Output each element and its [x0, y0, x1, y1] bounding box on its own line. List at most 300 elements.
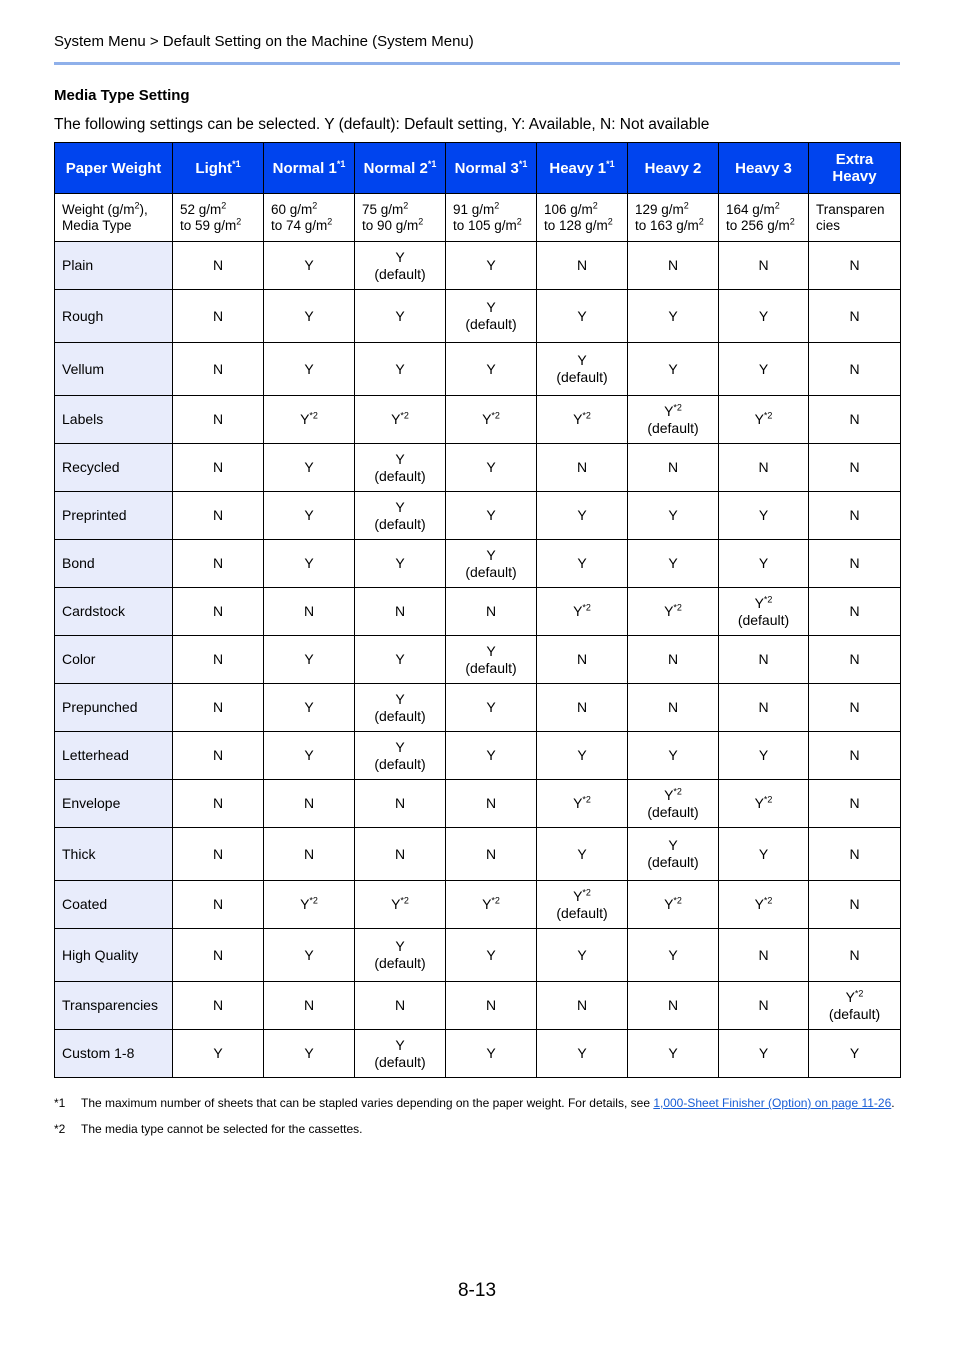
table-cell — [719, 396, 809, 444]
table-cell — [719, 732, 809, 780]
table-row — [55, 444, 901, 492]
table-row — [55, 780, 901, 828]
cell-value: N — [849, 459, 860, 475]
cell-value: N — [303, 795, 315, 811]
table-cell — [537, 684, 628, 732]
weight-line: 129 $g/m^2$ — [635, 200, 689, 217]
cell-value: $Y^{*2}$ — [664, 401, 682, 419]
cell-value: N — [394, 845, 406, 862]
cell-value: Y — [577, 946, 587, 963]
cell-value: Y — [758, 1045, 769, 1061]
superscript: *1 — [518, 158, 528, 169]
table-header-row — [55, 143, 901, 194]
table-cell — [628, 242, 719, 290]
table-row — [55, 636, 901, 684]
table-cell — [809, 242, 901, 290]
media-type-name: High Quality — [55, 929, 173, 982]
cell-value: Y — [486, 507, 496, 523]
default-label: (default) — [465, 316, 517, 332]
superscript: 2 — [134, 200, 140, 210]
table-row — [55, 540, 901, 588]
table-cell — [537, 290, 628, 343]
media-type-name: Thick — [55, 828, 173, 881]
cell-value: $Y^{*2}$ — [300, 895, 318, 912]
table-cell — [264, 636, 355, 684]
cell-value: Y — [668, 1045, 678, 1061]
cell-value: N — [212, 411, 224, 427]
cell-value: Y — [395, 1036, 405, 1053]
superscript: 2 — [236, 216, 242, 226]
table-cell — [719, 588, 809, 636]
weight-line: to 90 $g/m^2$ — [362, 216, 424, 233]
cell-value: Y — [577, 845, 587, 862]
media-type-name: Letterhead — [55, 732, 173, 780]
cell-value: Y — [668, 946, 678, 963]
table-cell — [264, 1030, 355, 1078]
table-cell — [628, 396, 719, 444]
default-label: (default) — [647, 803, 699, 820]
superscript: *2 — [673, 602, 682, 613]
cell-value: $Y^{*2}$ — [573, 602, 591, 619]
cell-value: Y — [395, 450, 405, 467]
table-cell — [264, 982, 355, 1030]
table-cell — [264, 684, 355, 732]
weight-line: Transparen — [816, 201, 885, 217]
table-cell — [719, 1030, 809, 1078]
media-type-name: Vellum — [55, 343, 173, 396]
table-cell — [264, 444, 355, 492]
table-cell — [446, 732, 537, 780]
table-cell — [446, 588, 537, 636]
column-header-3: Normal 2$^{*1}$ — [355, 143, 446, 194]
table-cell — [537, 929, 628, 982]
cell-value: N — [758, 459, 769, 475]
cell-value: Y — [304, 555, 314, 571]
cell-value: Y — [668, 837, 678, 853]
table-cell — [355, 684, 446, 732]
cell-value: N — [849, 307, 860, 324]
breadcrumb: System Menu > Default Setting on the Machine (System Menu) — [54, 33, 474, 50]
cell-value: Y — [577, 507, 587, 523]
cell-value: Y — [486, 459, 496, 475]
cell-value: N — [303, 603, 315, 619]
cell-value: Y — [758, 307, 769, 324]
table-cell — [809, 982, 901, 1030]
column-header-5: Heavy 1$^{*1}$ — [537, 143, 628, 194]
default-label: (default) — [374, 265, 426, 282]
cell-value: Y — [486, 360, 496, 377]
table-cell — [264, 242, 355, 290]
table-cell — [719, 343, 809, 396]
cell-value: N — [758, 997, 769, 1013]
cell-value: $Y^{*2}$ — [391, 410, 409, 427]
table-cell — [628, 492, 719, 540]
table-cell — [628, 828, 719, 881]
table-cell — [264, 929, 355, 982]
table-cell — [537, 343, 628, 396]
table-cell — [719, 828, 809, 881]
cell-value: N — [849, 699, 860, 715]
table-cell — [173, 982, 264, 1030]
cell-value: Y — [395, 307, 405, 324]
table-cell — [537, 492, 628, 540]
table-cell — [355, 290, 446, 343]
weight-line: 60 $g/m^2$ — [271, 200, 318, 217]
table-row — [55, 881, 901, 929]
table-cell — [264, 492, 355, 540]
superscript: *2 — [763, 794, 773, 805]
table-cell — [537, 588, 628, 636]
cell-value: $Y^{*2}$ — [754, 593, 773, 611]
default-label: (default) — [374, 955, 426, 971]
table-cell — [537, 881, 628, 929]
table-cell — [537, 444, 628, 492]
superscript: 2 — [683, 200, 689, 210]
cell-value: Y — [304, 307, 314, 324]
cell-value: $Y^{*2}$ — [754, 794, 773, 811]
table-cell — [809, 588, 901, 636]
table-cell — [446, 444, 537, 492]
cell-value: Y — [304, 1045, 314, 1061]
superscript: *1 — [427, 158, 437, 169]
table-cell — [446, 396, 537, 444]
table-cell — [173, 780, 264, 828]
cell-value: Y — [304, 651, 314, 667]
cell-value: Y — [577, 555, 587, 571]
media-type-name: Custom 1-8 — [55, 1030, 173, 1078]
weight-line: 91 $g/m^2$ — [453, 200, 500, 217]
table-cell — [173, 588, 264, 636]
superscript: *2 — [673, 401, 682, 412]
table-cell — [264, 780, 355, 828]
intro-text: The following settings can be selected. Y (default): Default setting, Y: Available, N: Not available — [54, 116, 710, 133]
weight-line: 75 $g/m^2$ — [362, 200, 409, 217]
superscript: *1 — [232, 158, 241, 169]
cell-value: Y — [395, 651, 405, 667]
column-header-4: Normal 3$^{*1}$ — [446, 143, 537, 194]
table-cell — [537, 1030, 628, 1078]
weight-cell — [628, 194, 719, 242]
table-cell — [355, 828, 446, 881]
table-cell — [355, 396, 446, 444]
cell-value: Y — [668, 307, 678, 324]
table-cell — [628, 588, 719, 636]
cell-value: Y — [668, 747, 678, 763]
table-cell — [264, 540, 355, 588]
cell-value: N — [849, 555, 860, 571]
cell-value: N — [212, 307, 224, 324]
default-label: (default) — [556, 369, 608, 385]
cell-value: Y — [668, 555, 678, 571]
table-cell — [446, 881, 537, 929]
table-cell — [719, 540, 809, 588]
table-cell — [628, 1030, 719, 1078]
cell-value: N — [849, 360, 860, 377]
table-cell — [809, 636, 901, 684]
default-label: (default) — [465, 563, 517, 580]
cell-value: N — [212, 651, 224, 667]
table-cell — [446, 343, 537, 396]
cell-value: N — [394, 997, 406, 1013]
table-cell — [355, 929, 446, 982]
cell-value: N — [576, 459, 588, 475]
table-cell — [719, 780, 809, 828]
media-type-name: Labels — [55, 396, 173, 444]
table-cell — [719, 492, 809, 540]
cell-value: Y — [304, 946, 314, 963]
table-cell — [809, 780, 901, 828]
table-cell — [446, 1030, 537, 1078]
cell-value: N — [212, 845, 224, 862]
table-cell — [719, 636, 809, 684]
table-cell — [173, 732, 264, 780]
cell-value: Y — [395, 360, 405, 377]
table-cell — [537, 982, 628, 1030]
superscript: *2 — [763, 593, 773, 604]
cell-value: $Y^{*2}$ — [754, 410, 773, 427]
superscript: 2 — [403, 200, 409, 210]
table-row — [55, 1030, 901, 1078]
cell-value: Y — [758, 555, 769, 571]
superscript: *2 — [582, 886, 591, 897]
table-cell — [719, 929, 809, 982]
cell-value: Y — [486, 642, 496, 659]
table-cell — [719, 444, 809, 492]
cell-value: Y — [577, 307, 587, 324]
superscript: *2 — [400, 410, 409, 421]
table-cell — [264, 396, 355, 444]
finisher-link[interactable]: 1,000-Sheet Finisher (Option) on page 11-26 — [653, 1096, 892, 1110]
table-cell — [355, 881, 446, 929]
cell-value: Y — [577, 1045, 587, 1061]
table-cell — [537, 780, 628, 828]
table-cell — [264, 290, 355, 343]
table-cell — [173, 828, 264, 881]
weight-line: to 163 $g/m^2$ — [635, 216, 704, 233]
weight-line: 106 $g/m^2$ — [544, 200, 598, 217]
table-cell — [355, 732, 446, 780]
table-row — [55, 828, 901, 881]
cell-value: Y — [395, 248, 405, 265]
superscript: 2 — [312, 200, 318, 210]
table-cell — [173, 343, 264, 396]
media-type-name: Bond — [55, 540, 173, 588]
footnote-1 — [54, 1094, 900, 1112]
table-cell — [628, 881, 719, 929]
table-cell — [173, 444, 264, 492]
footnote-mark: *1 — [54, 1096, 66, 1110]
footnote-2 — [54, 1120, 900, 1138]
section-title: Media Type Setting — [54, 87, 190, 104]
cell-value: N — [212, 459, 224, 475]
table-cell — [809, 828, 901, 881]
footnotes — [54, 1094, 900, 1146]
cell-value: $Y^{*2}$ — [573, 794, 591, 811]
table-cell — [264, 343, 355, 396]
cell-value: N — [667, 651, 679, 667]
table-cell — [537, 242, 628, 290]
table-cell — [628, 982, 719, 1030]
cell-value: N — [758, 257, 769, 273]
table-cell — [355, 444, 446, 492]
footnote-text: The maximum number of sheets that can be stapled varies depending on the paper weight. For details, see 1,000-Sheet Finisher (Option) on page 11-26. — [81, 1096, 895, 1110]
cell-value: N — [849, 651, 860, 667]
table-cell — [446, 982, 537, 1030]
cell-value: N — [485, 997, 497, 1013]
cell-value: Y — [395, 555, 405, 571]
table-cell — [809, 343, 901, 396]
table-cell — [628, 444, 719, 492]
default-label: (default) — [374, 515, 426, 532]
cell-value: $Y^{*2}$ — [391, 895, 409, 912]
table-cell — [355, 1030, 446, 1078]
superscript: 2 — [494, 200, 500, 210]
cell-value: N — [212, 360, 224, 377]
weight-cell — [537, 194, 628, 242]
table-cell — [809, 492, 901, 540]
cell-value: N — [849, 747, 860, 763]
weight-cell — [809, 194, 901, 242]
superscript: 2 — [789, 216, 795, 226]
cell-value: $Y^{*2}$ — [482, 410, 500, 427]
table-cell — [809, 732, 901, 780]
table-cell — [446, 828, 537, 881]
cell-value: N — [212, 257, 224, 273]
table-cell — [355, 343, 446, 396]
default-label: (default) — [374, 467, 426, 484]
table-cell — [628, 343, 719, 396]
footnote-text: The media type cannot be selected for the cassettes. — [81, 1122, 363, 1136]
table-row — [55, 982, 901, 1030]
cell-value: N — [667, 459, 679, 475]
cell-value: N — [485, 845, 497, 862]
weight-cell — [719, 194, 809, 242]
cell-value: Y — [486, 1045, 496, 1061]
cell-value: $Y^{*2}$ — [664, 895, 682, 912]
table-cell — [719, 290, 809, 343]
cell-value: Y — [486, 257, 496, 273]
weight-line: 52 $g/m^2$ — [180, 200, 227, 217]
page-number: 8-13 — [457, 1280, 497, 1301]
media-type-name: Recycled — [55, 444, 173, 492]
cell-value: Y — [849, 1045, 860, 1061]
table-cell — [173, 290, 264, 343]
cell-value: N — [485, 795, 497, 811]
table-cell — [809, 444, 901, 492]
column-header-6: Heavy 2 — [628, 143, 719, 194]
column-header-2: Normal 1$^{*1}$ — [264, 143, 355, 194]
table-cell — [264, 588, 355, 636]
cell-value: N — [667, 997, 679, 1013]
cell-value: N — [576, 997, 588, 1013]
cell-value: N — [303, 845, 315, 862]
default-label: (default) — [374, 1053, 426, 1070]
column-header-0: Paper Weight — [55, 143, 173, 194]
cell-value: N — [485, 603, 497, 619]
table-cell — [537, 732, 628, 780]
media-type-name: Transparencies — [55, 982, 173, 1030]
table-cell — [264, 828, 355, 881]
column-header-8: Extra Heavy — [809, 143, 901, 194]
header-rule — [54, 62, 900, 65]
superscript: 2 — [774, 200, 780, 210]
table-cell — [628, 636, 719, 684]
table-row — [55, 929, 901, 982]
cell-value: $Y^{*2}$ — [573, 410, 591, 427]
table-row — [55, 588, 901, 636]
default-label: (default) — [828, 1005, 881, 1022]
cell-value: Y — [668, 507, 678, 523]
superscript: *2 — [673, 785, 682, 796]
table-cell — [809, 929, 901, 982]
cell-value: Y — [304, 699, 314, 715]
table-row — [55, 290, 901, 343]
table-cell — [355, 588, 446, 636]
table-row — [55, 343, 901, 396]
weight-line: to 256 $g/m^2$ — [726, 216, 795, 233]
column-header-7: Heavy 3 — [719, 143, 809, 194]
table-cell — [173, 684, 264, 732]
cell-value: $Y^{*2}$ — [573, 886, 591, 904]
cell-value: $Y^{*2}$ — [845, 987, 864, 1005]
table-cell — [173, 492, 264, 540]
superscript: *1 — [606, 158, 615, 169]
default-label: (default) — [465, 659, 517, 676]
table-cell — [446, 540, 537, 588]
cell-value: Y — [486, 747, 496, 763]
table-cell — [628, 290, 719, 343]
cell-value: N — [212, 555, 224, 571]
table-row — [55, 684, 901, 732]
cell-value: Y — [304, 747, 314, 763]
footnote-mark: *2 — [54, 1122, 66, 1136]
cell-value: N — [849, 411, 860, 427]
table-cell — [446, 929, 537, 982]
weight-cell — [264, 194, 355, 242]
superscript: *2 — [582, 410, 591, 421]
superscript: *2 — [491, 895, 500, 906]
cell-value: Y — [486, 699, 496, 715]
cell-value: Y — [758, 845, 769, 862]
superscript: *2 — [309, 410, 318, 421]
default-label: (default) — [647, 419, 699, 436]
superscript: *1 — [336, 158, 346, 169]
table-cell — [355, 540, 446, 588]
table-cell — [173, 540, 264, 588]
cell-value: N — [849, 946, 860, 963]
cell-value: N — [212, 699, 224, 715]
cell-value: N — [849, 507, 860, 523]
table-cell — [355, 242, 446, 290]
table-cell — [809, 1030, 901, 1078]
superscript: *2 — [763, 410, 773, 421]
media-type-name: Envelope — [55, 780, 173, 828]
weight-line: to 105 $g/m^2$ — [453, 216, 522, 233]
cell-value: N — [212, 747, 224, 763]
weight-line: to 59 $g/m^2$ — [180, 216, 242, 233]
weight-cell — [446, 194, 537, 242]
weight-cell — [173, 194, 264, 242]
table-cell — [173, 881, 264, 929]
media-type-name: Prepunched — [55, 684, 173, 732]
cell-value: Y — [577, 747, 587, 763]
table-cell — [264, 732, 355, 780]
cell-value: N — [394, 795, 406, 811]
table-cell — [537, 636, 628, 684]
table-cell — [446, 242, 537, 290]
table-row — [55, 396, 901, 444]
table-cell — [446, 492, 537, 540]
